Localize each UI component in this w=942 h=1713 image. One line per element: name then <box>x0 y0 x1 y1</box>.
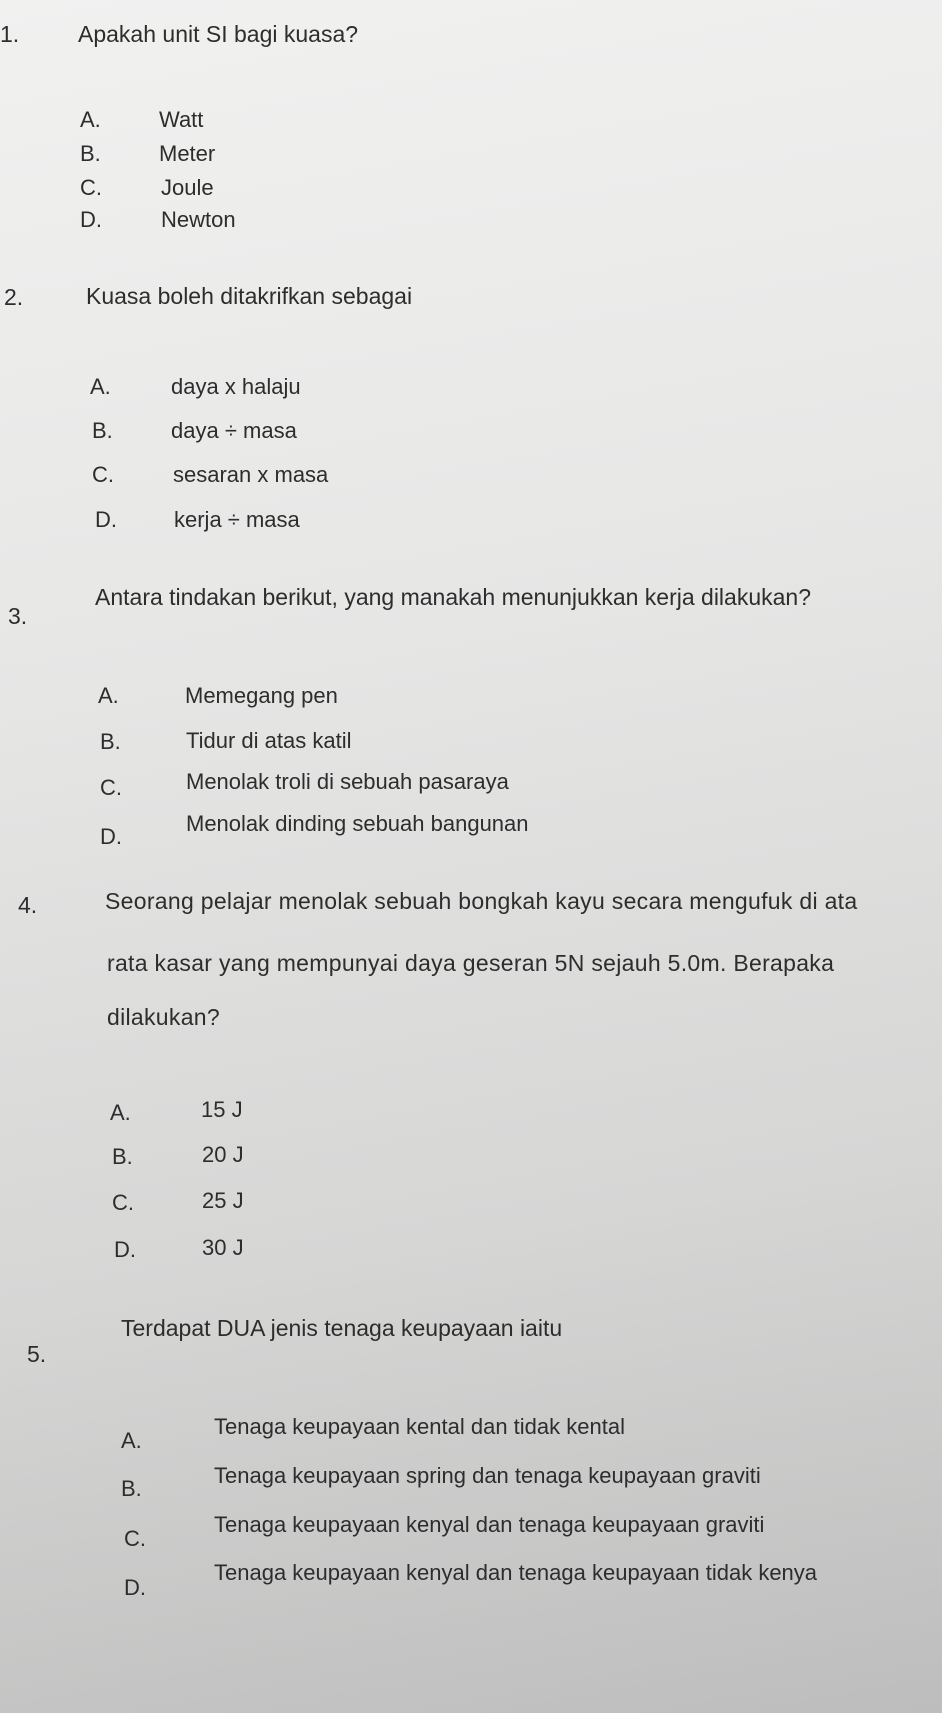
question-number: 5. <box>27 1341 47 1367</box>
option-letter: B. <box>121 1476 142 1501</box>
question-number: 4. <box>18 892 38 918</box>
option-text: 30 J <box>202 1235 244 1260</box>
option-text: Tenaga keupayaan kenyal dan tenaga keupayaan graviti <box>214 1512 765 1537</box>
question-number: 2. <box>4 284 24 310</box>
option-letter: A. <box>98 683 119 708</box>
option-text: daya ÷ masa <box>171 418 297 443</box>
option-letter: C. <box>100 775 122 800</box>
option-letter: A. <box>90 374 111 399</box>
option-letter: D. <box>114 1237 136 1262</box>
option-letter: D. <box>124 1575 146 1600</box>
question-text: Kuasa boleh ditakrifkan sebagai <box>86 283 413 309</box>
option-letter: A. <box>110 1100 131 1125</box>
question-text: Apakah unit SI bagi kuasa? <box>78 21 359 47</box>
option-text: daya x halaju <box>171 374 301 399</box>
option-text: Memegang pen <box>185 683 338 708</box>
option-letter: B. <box>80 141 101 166</box>
option-text: 20 J <box>202 1142 244 1167</box>
option-text: 25 J <box>202 1188 244 1213</box>
option-letter: D. <box>95 507 117 532</box>
question-number: 1. <box>0 21 20 47</box>
option-letter: D. <box>80 207 102 232</box>
option-text: Tenaga keupayaan spring dan tenaga keupayaan graviti <box>214 1463 761 1488</box>
option-text: Menolak troli di sebuah pasaraya <box>186 769 509 794</box>
option-text: Joule <box>161 175 214 200</box>
option-text: 15 J <box>201 1097 243 1122</box>
option-text: kerja ÷ masa <box>174 507 300 532</box>
option-letter: B. <box>100 729 121 754</box>
option-letter: C. <box>124 1526 146 1551</box>
option-letter: C. <box>80 175 102 200</box>
option-text: Watt <box>159 107 204 132</box>
option-letter: A. <box>80 107 101 132</box>
option-text: Tenaga keupayaan kental dan tidak kental <box>214 1414 625 1439</box>
option-text: Tenaga keupayaan kenyal dan tenaga keupayaan tidak kenya <box>214 1560 818 1585</box>
option-letter: C. <box>92 462 114 487</box>
option-text: sesaran x masa <box>173 462 329 487</box>
question-text-line: Seorang pelajar menolak sebuah bongkah kayu secara mengufuk di ata <box>105 888 858 914</box>
option-letter: B. <box>92 418 113 443</box>
option-text: Meter <box>159 141 216 166</box>
option-letter: B. <box>112 1144 133 1169</box>
option-letter: C. <box>112 1190 134 1215</box>
question-text-line: dilakukan? <box>107 1004 220 1030</box>
question-text: Terdapat DUA jenis tenaga keupayaan iaitu <box>121 1315 563 1341</box>
question-number: 3. <box>8 603 28 629</box>
option-text: Tidur di atas katil <box>186 728 352 753</box>
option-text: Menolak dinding sebuah bangunan <box>186 811 529 836</box>
option-letter: A. <box>121 1428 142 1453</box>
option-letter: D. <box>100 824 122 849</box>
question-text: Antara tindakan berikut, yang manakah menunjukkan kerja dilakukan? <box>95 584 811 610</box>
option-text: Newton <box>161 207 236 232</box>
question-text-line: rata kasar yang mempunyai daya geseran 5N sejauh 5.0m. Berapaka <box>107 950 835 976</box>
